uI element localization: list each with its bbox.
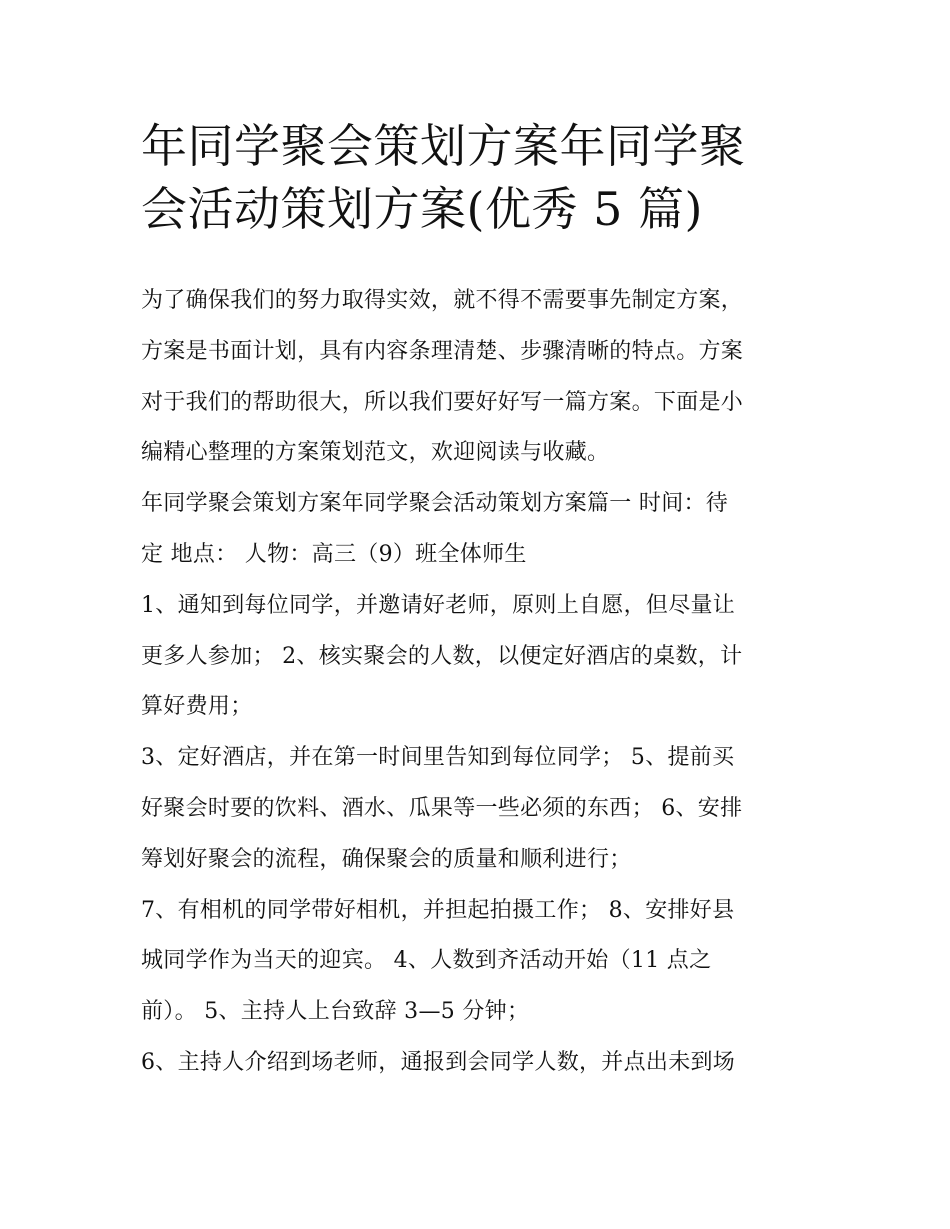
title-line: 会活动策划方案(优秀 5 篇) xyxy=(141,182,703,236)
document-body xyxy=(141,276,831,1089)
document-title xyxy=(141,115,821,241)
body-line: 编精心整理的方案策划范文，欢迎阅读与收藏。 xyxy=(141,440,610,466)
body-line: 前）。 5、主持人上台致辞 3—5 分钟； xyxy=(141,999,530,1025)
body-line: 算好费用； xyxy=(141,694,253,720)
body-line: 方案是书面计划，具有内容条理清楚、步骤清晰的特点。方案 xyxy=(141,338,744,364)
body-line: 3、定好酒店，并在第一时间里告知到每位同学； 5、提前买 xyxy=(141,745,735,771)
body-line: 年同学聚会策划方案年同学聚会活动策划方案篇一 时间：待 xyxy=(141,491,729,517)
body-line: 6、主持人介绍到场老师，通报到会同学人数，并点出未到场 xyxy=(141,1049,736,1075)
body-line: 定 地点： 人物：高三（9）班全体师生 xyxy=(141,541,527,567)
body-line: 7、有相机的同学带好相机，并担起拍摄工作； 8、安排好县 xyxy=(141,897,735,923)
body-line: 1、通知到每位同学，并邀请好老师，原则上自愿，但尽量让 xyxy=(141,592,736,618)
body-line: 对于我们的帮助很大，所以我们要好好写一篇方案。下面是小 xyxy=(141,389,744,415)
title-line: 年同学聚会策划方案年同学聚 xyxy=(141,119,746,173)
body-line: 好聚会时要的饮料、酒水、瓜果等一些必须的东西； 6、安排 xyxy=(141,795,743,821)
body-line: 为了确保我们的努力取得实效，就不得不需要事先制定方案， xyxy=(141,288,744,313)
body-line: 城同学作为当天的迎宾。 4、人数到齐活动开始（11 点之 xyxy=(141,948,712,974)
body-line: 更多人参加； 2、核实聚会的人数，以便定好酒店的桌数，计 xyxy=(141,643,743,669)
body-line: 筹划好聚会的流程，确保聚会的质量和顺利进行； xyxy=(141,846,632,872)
